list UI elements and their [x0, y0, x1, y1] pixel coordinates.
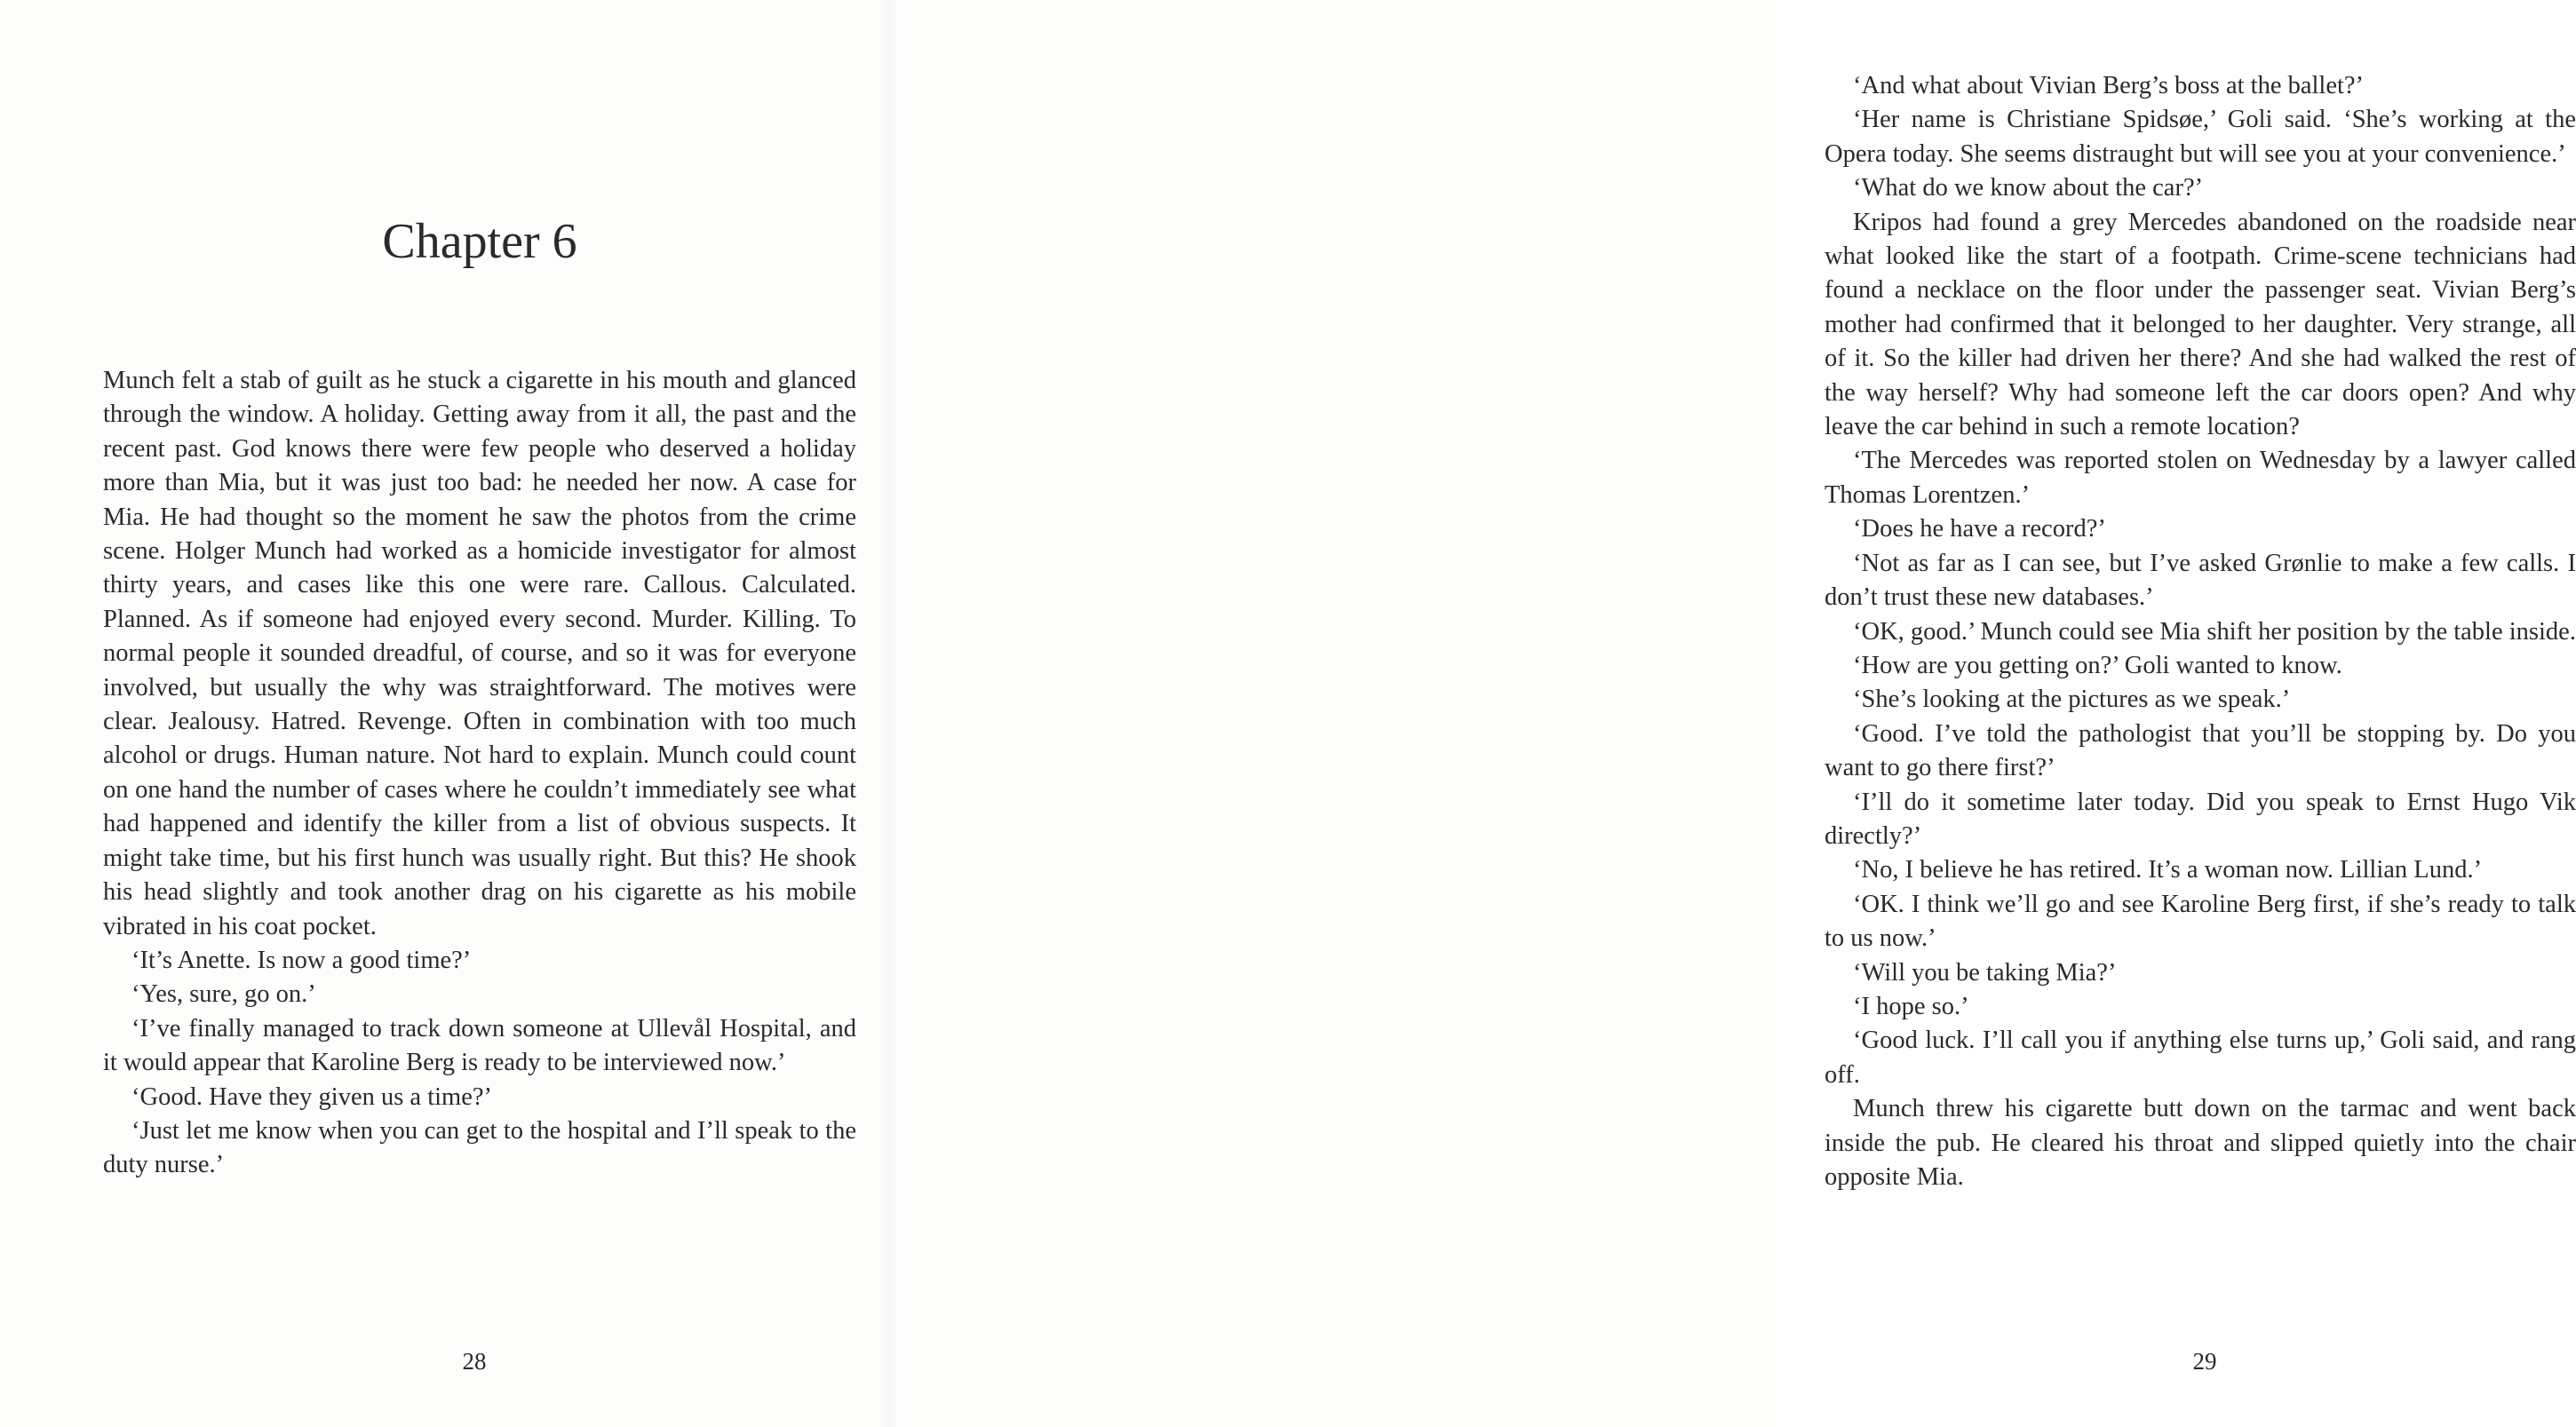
- paragraph: ‘OK, good.’ Munch could see Mia shift her position by the table inside.: [1853, 617, 2576, 646]
- chapter-title: Chapter 6: [382, 214, 577, 269]
- paragraph: ‘And what about Vivian Berg’s boss at the ballet?’: [1853, 72, 2365, 99]
- paragraph: Kripos had found a grey Mercedes abandoned on the roadside near what looked like the start of a footpath. Crime-scene technicians had found a necklace on the floor under the passenger seat. Vivian Berg’s mother had confirmed that it belonged to her daughter. Very strange, all of it. So the killer had driven her there? And she had walked the rest of the way herself? Why had someone left the car doors open? And why leave the car behind in such a remote location?: [1825, 208, 2576, 441]
- paragraph: ‘The Mercedes was reported stolen on Wednesday by a lawyer called Thomas Lorentzen.’: [1825, 447, 2576, 509]
- paragraph: ‘Not as far as I can see, but I’ve asked Grønlie to make a few calls. I don’t trust these new databases.’: [1825, 549, 2576, 612]
- paragraph: ‘She’s looking at the pictures as we speak.’: [1853, 686, 2291, 714]
- right-page-text: [1825, 69, 2576, 1194]
- paragraph: ‘I’ve finally managed to track down someone at Ullevål Hospital, and it would appear that Karoline Berg is ready to be interviewed now.’: [103, 1014, 856, 1077]
- paragraph: ‘It’s Anette. Is now a good time?’: [131, 946, 472, 974]
- paragraph: ‘OK. I think we’ll go and see Karoline Berg first, if she’s ready to talk to us now.’: [1825, 890, 2576, 953]
- paragraph: ‘How are you getting on?’ Goli wanted to know.: [1853, 651, 2342, 679]
- left-page-text: [103, 364, 856, 1183]
- paragraph: Munch felt a stab of guilt as he stuck a cigarette in his mouth and glanced through the window. A holiday. Getting away from it all, the past and the recent past. God knows there were few people who deserved a holiday more than Mia, but it was just too bad: he needed her now. A case for Mia. He had thought so the moment he saw the photos from the crime scene. Holger Munch had worked as a homicide investigator for almost thirty years, and cases like this one were rare. Callous. Calculated. Planned. As if someone had enjoyed every second. Murder. Killing. To normal people it sounded dreadful, of course, and so it was for everyone involved, but usually the why was straightforward. The motives were clear. Jealousy. Hatred. Revenge. Often in combination with too much alcohol or drugs. Human nature. Not hard to explain. Munch could count on one hand the number of cases where he couldn’t immediately see what had happened and identify the killer from a list of obvious suspects. It might take time, but his first hunch was usually right. But this? He shook his head slightly and took another drag on his cigarette as his mobile vibrated in his coat pocket.: [103, 367, 856, 940]
- paragraph: ‘Her name is Christiane Spidsøe,’ Goli said. ‘She’s working at the Opera today. She seems distraught but will see you at your convenience.’: [1825, 106, 2576, 168]
- paragraph: ‘Just let me know when you can get to the hospital and I’ll speak to the duty nurse.’: [103, 1116, 856, 1179]
- page-number: 28: [462, 1348, 487, 1375]
- page-number: 29: [2192, 1348, 2217, 1375]
- paragraph: ‘Does he have a record?’: [1853, 515, 2106, 543]
- paragraph: ‘What do we know about the car?’: [1853, 174, 2204, 202]
- paragraph: ‘Good luck. I’ll call you if anything else turns up,’ Goli said, and rang off.: [1825, 1027, 2576, 1089]
- paragraph: Munch threw his cigarette butt down on the tarmac and went back inside the pub. He cleared his throat and slipped quietly into the chair opposite Mia.: [1825, 1095, 2576, 1191]
- paragraph: ‘Good. I’ve told the pathologist that you’ll be stopping by. Do you want to go there first?’: [1825, 719, 2576, 782]
- right-page: [888, 0, 2576, 1427]
- paragraph: ‘I hope so.’: [1853, 992, 1969, 1020]
- paragraph: ‘Will you be taking Mia?’: [1853, 958, 2117, 987]
- paragraph: ‘No, I believe he has retired. It’s a woman now. Lillian Lund.’: [1853, 856, 2483, 884]
- paragraph: ‘Good. Have they given us a time?’: [131, 1082, 492, 1111]
- paragraph: ‘I’ll do it sometime later today. Did you speak to Ernst Hugo Vik directly?’: [1825, 788, 2576, 850]
- paragraph: ‘Yes, sure, go on.’: [131, 980, 316, 1009]
- left-page: [0, 0, 888, 1427]
